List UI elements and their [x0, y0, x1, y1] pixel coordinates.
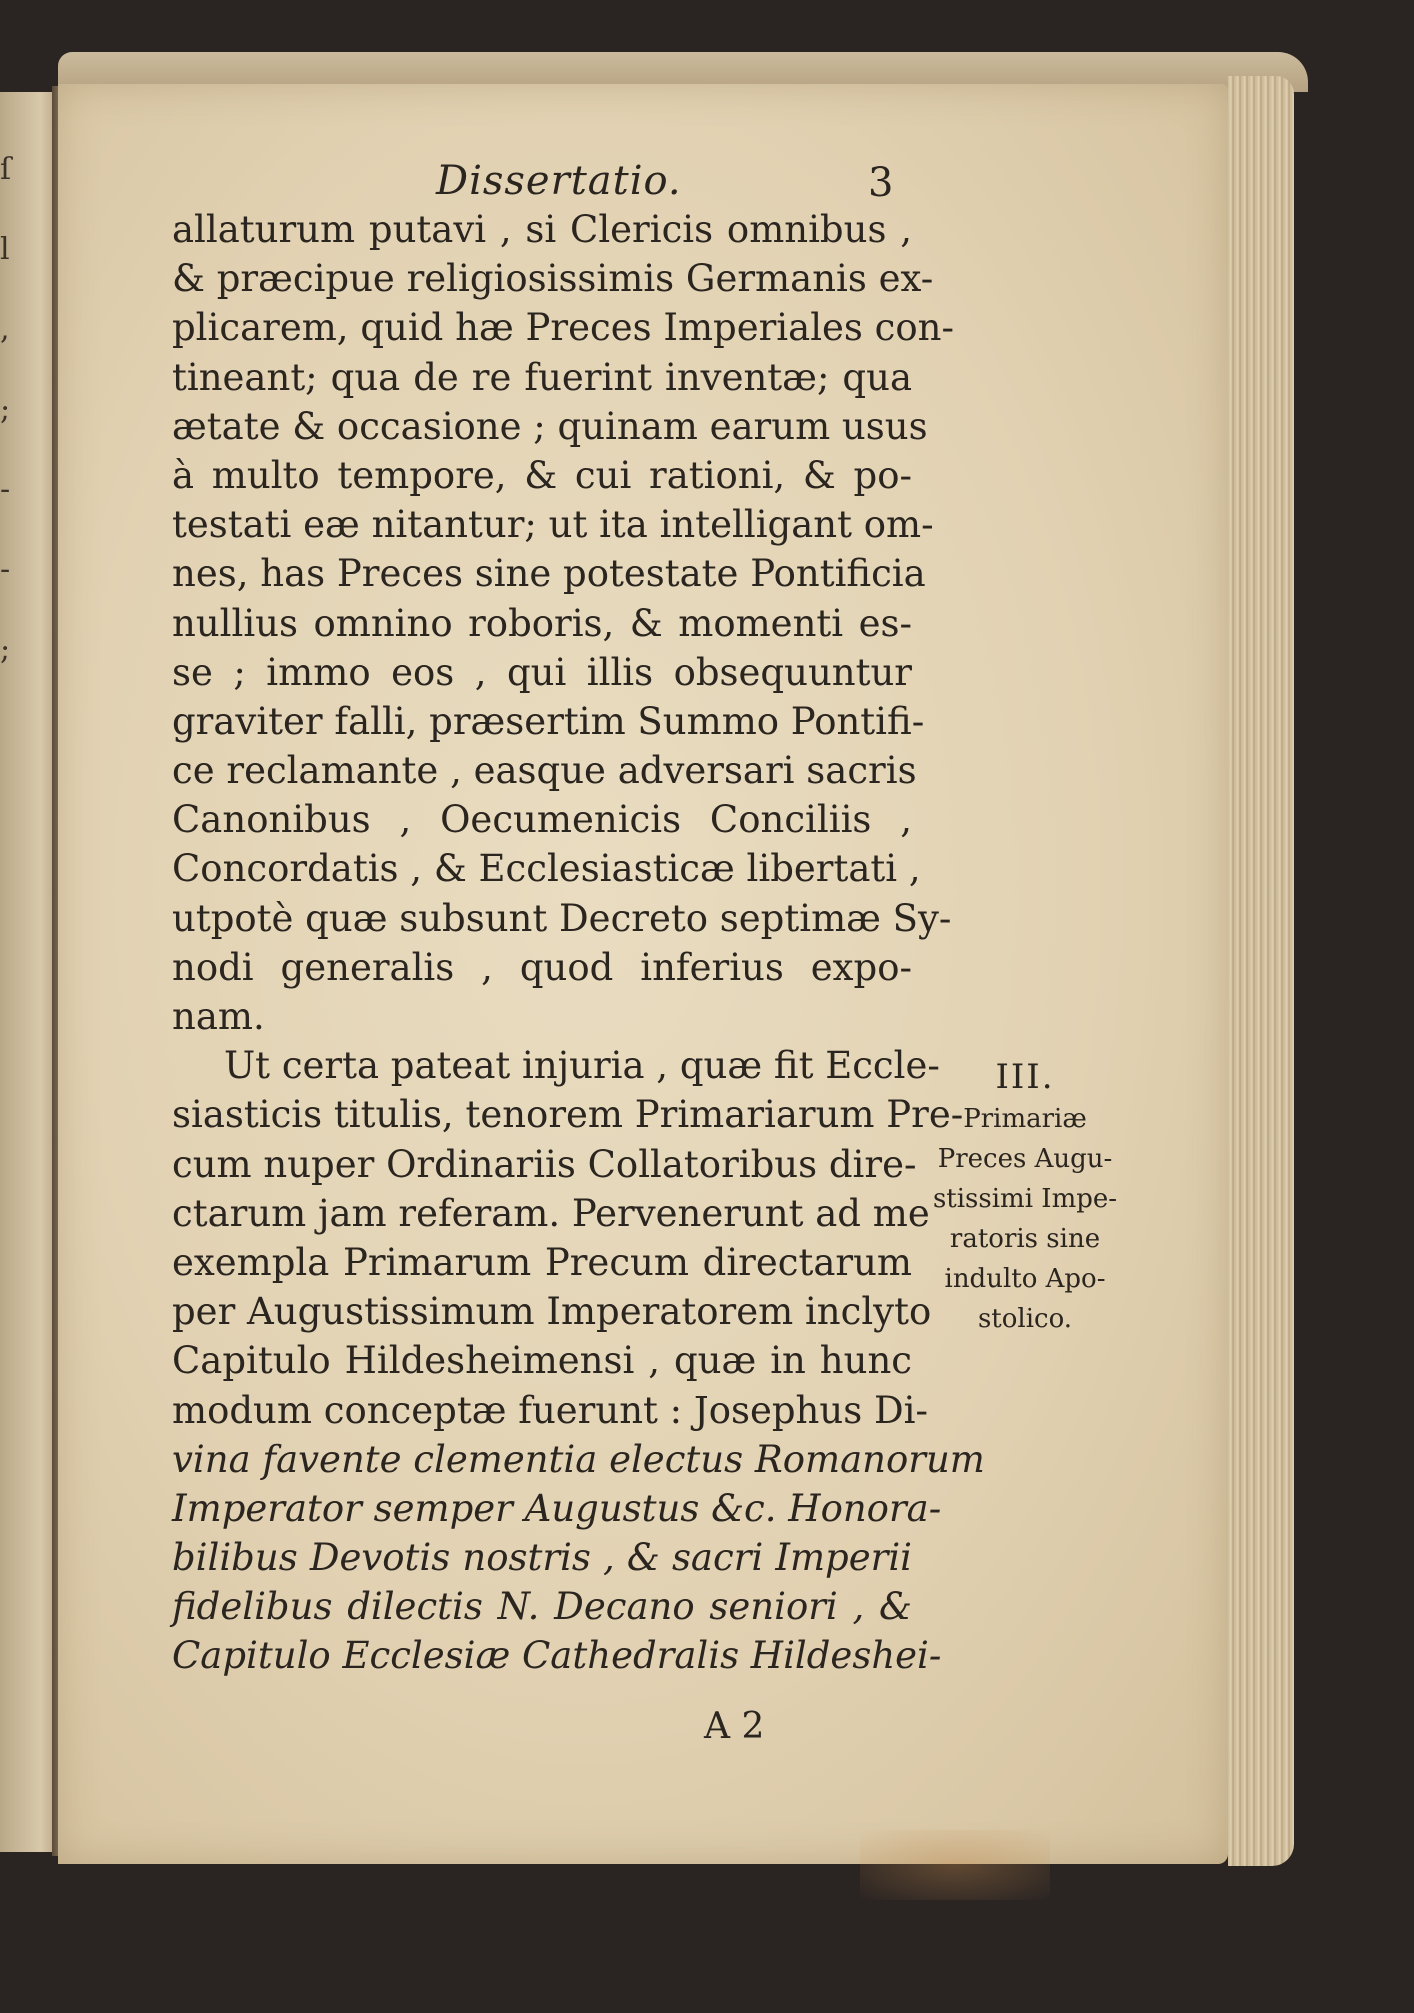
running-head: Dissertatio.: [436, 158, 682, 204]
text-line: exempla Primarum Precum directarum: [172, 1240, 912, 1284]
text-line: Capitulo Ecclesiæ Cathedralis Hildeshei-: [172, 1634, 942, 1678]
text-line: utpotè quæ subsunt Decreto septimæ Sy-: [172, 896, 952, 940]
text-line: à multo tempore, & cui rationi, & po-: [172, 453, 912, 497]
text-line: testati eæ nitantur; ut ita intelligant om-: [172, 503, 934, 547]
paper-stain: [860, 1830, 1050, 1900]
text-line: se ; immo eos , qui illis obsequuntur: [172, 650, 912, 694]
text-line: ctarum jam referam. Pervenerunt ad me: [172, 1191, 930, 1235]
text-line: per Augustissimum Imperatorem inclyto: [172, 1290, 932, 1334]
page-number: 3: [868, 160, 894, 206]
text-line: ce reclamante , easque adversari sacris: [172, 749, 917, 793]
text-line: graviter falli, præsertim Summo Pontifi-: [172, 699, 925, 743]
section-number: III.: [995, 1057, 1055, 1097]
text-line: nam.: [172, 995, 265, 1038]
text-line: bilibus Devotis nostris , & sacri Imperii: [172, 1536, 912, 1580]
marginal-note: [920, 1055, 1130, 1339]
text-line: Imperator semper Augustus &c. Honora-: [172, 1486, 942, 1530]
text-line: & præcipue religiosissimis Germanis ex-: [172, 257, 934, 301]
text-line: tineant; qua de re fuerint inventæ; qua: [172, 355, 912, 399]
text-line: modum conceptæ fuerunt : Josephus Di-: [172, 1388, 928, 1432]
margin-note-line: Primariæ: [963, 1104, 1087, 1134]
text-line: nodi generalis , quod inferius expo-: [172, 945, 912, 989]
text-line: fidelibus dilectis N. Decano seniori , &: [172, 1585, 912, 1629]
text-line: vina favente clementia electus Romanorum: [172, 1437, 985, 1481]
margin-note-line: Preces Augu-: [937, 1144, 1113, 1174]
margin-note-line: stissimi Impe-: [932, 1184, 1118, 1214]
text-line: plicarem, quid hæ Preces Imperiales con-: [172, 306, 955, 350]
main-text-block: [172, 205, 985, 1681]
text-line: siasticis titulis, tenorem Primariarum Pre-: [172, 1093, 964, 1137]
text-line: Ut certa pateat injuria , quæ fit Eccle-: [224, 1044, 940, 1088]
text-line: ætate & occasione ; quinam earum usus: [172, 404, 928, 448]
text-line: Capitulo Hildesheimensi , quæ in hunc: [172, 1339, 912, 1383]
signature-mark: A 2: [704, 1706, 765, 1747]
text-line: Concordatis , & Ecclesiasticæ libertati ,: [172, 847, 921, 891]
margin-note-line: indulto Apo-: [944, 1264, 1106, 1294]
margin-note-line: stolico.: [977, 1304, 1073, 1334]
page-block-edges: [1228, 76, 1294, 1866]
text-line: cum nuper Ordinariis Collatoribus dire-: [172, 1142, 917, 1186]
margin-note-line: ratoris sine: [949, 1224, 1101, 1254]
text-line: allaturum putavi , si Clericis omnibus ,: [172, 208, 912, 251]
text-line: nes, has Preces sine potestate Pontificia: [172, 552, 926, 596]
text-line: Canonibus , Oecumenicis Conciliis ,: [172, 798, 912, 842]
previous-page-fragments: ſ l , ; - - ;: [0, 152, 12, 667]
text-line: nullius omnino roboris, & momenti es-: [172, 601, 912, 645]
